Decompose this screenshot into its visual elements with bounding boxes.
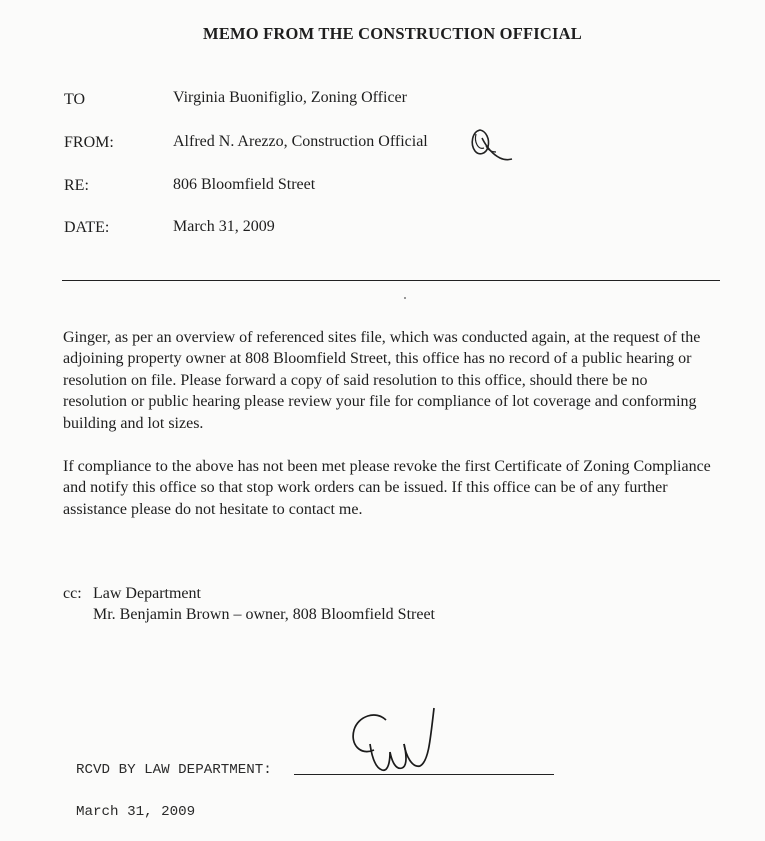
memo-title: MEMO FROM THE CONSTRUCTION OFFICIAL [203, 24, 582, 43]
received-date: March 31, 2009 [76, 804, 196, 820]
cc-label: cc: [63, 585, 82, 602]
body-paragraph-1: Ginger, as per an overview of referenced sites file, which was conducted again, at the request of the adjoining property owner at 808 Bloomfield Street, this office has no record of a public hearing or resolution on file. Please forward a copy of said resolution to this office, should there be no resolution or public hearing please review your file for compliance of lot coverage and conforming building and lot sizes. [63, 329, 701, 432]
body-paragraph-2: If compliance to the above has not been met please revoke the first Certificate of Zoning Compliance and notify this office so that stop work orders can be issued. If this office can be of any further assistance please do not hesitate to contact me. [63, 458, 711, 518]
cc-line-2: Mr. Benjamin Brown – owner, 808 Bloomfield Street [93, 606, 435, 623]
to-label: TO [64, 91, 86, 108]
from-value: Alfred N. Arezzo, Construction Official [173, 133, 428, 150]
cc-line-1: Law Department [93, 585, 201, 602]
from-label: FROM: [64, 134, 114, 151]
date-label: DATE: [64, 219, 110, 236]
scan-speck [404, 297, 406, 299]
re-value: 806 Bloomfield Street [173, 176, 316, 193]
received-label: RCVD BY LAW DEPARTMENT: [76, 762, 272, 778]
date-value: March 31, 2009 [173, 218, 275, 235]
to-value: Virginia Buonifiglio, Zoning Officer [173, 89, 407, 106]
initials-mark [466, 124, 516, 168]
received-signature [346, 704, 446, 776]
header-divider [62, 280, 720, 281]
re-label: RE: [64, 177, 89, 194]
